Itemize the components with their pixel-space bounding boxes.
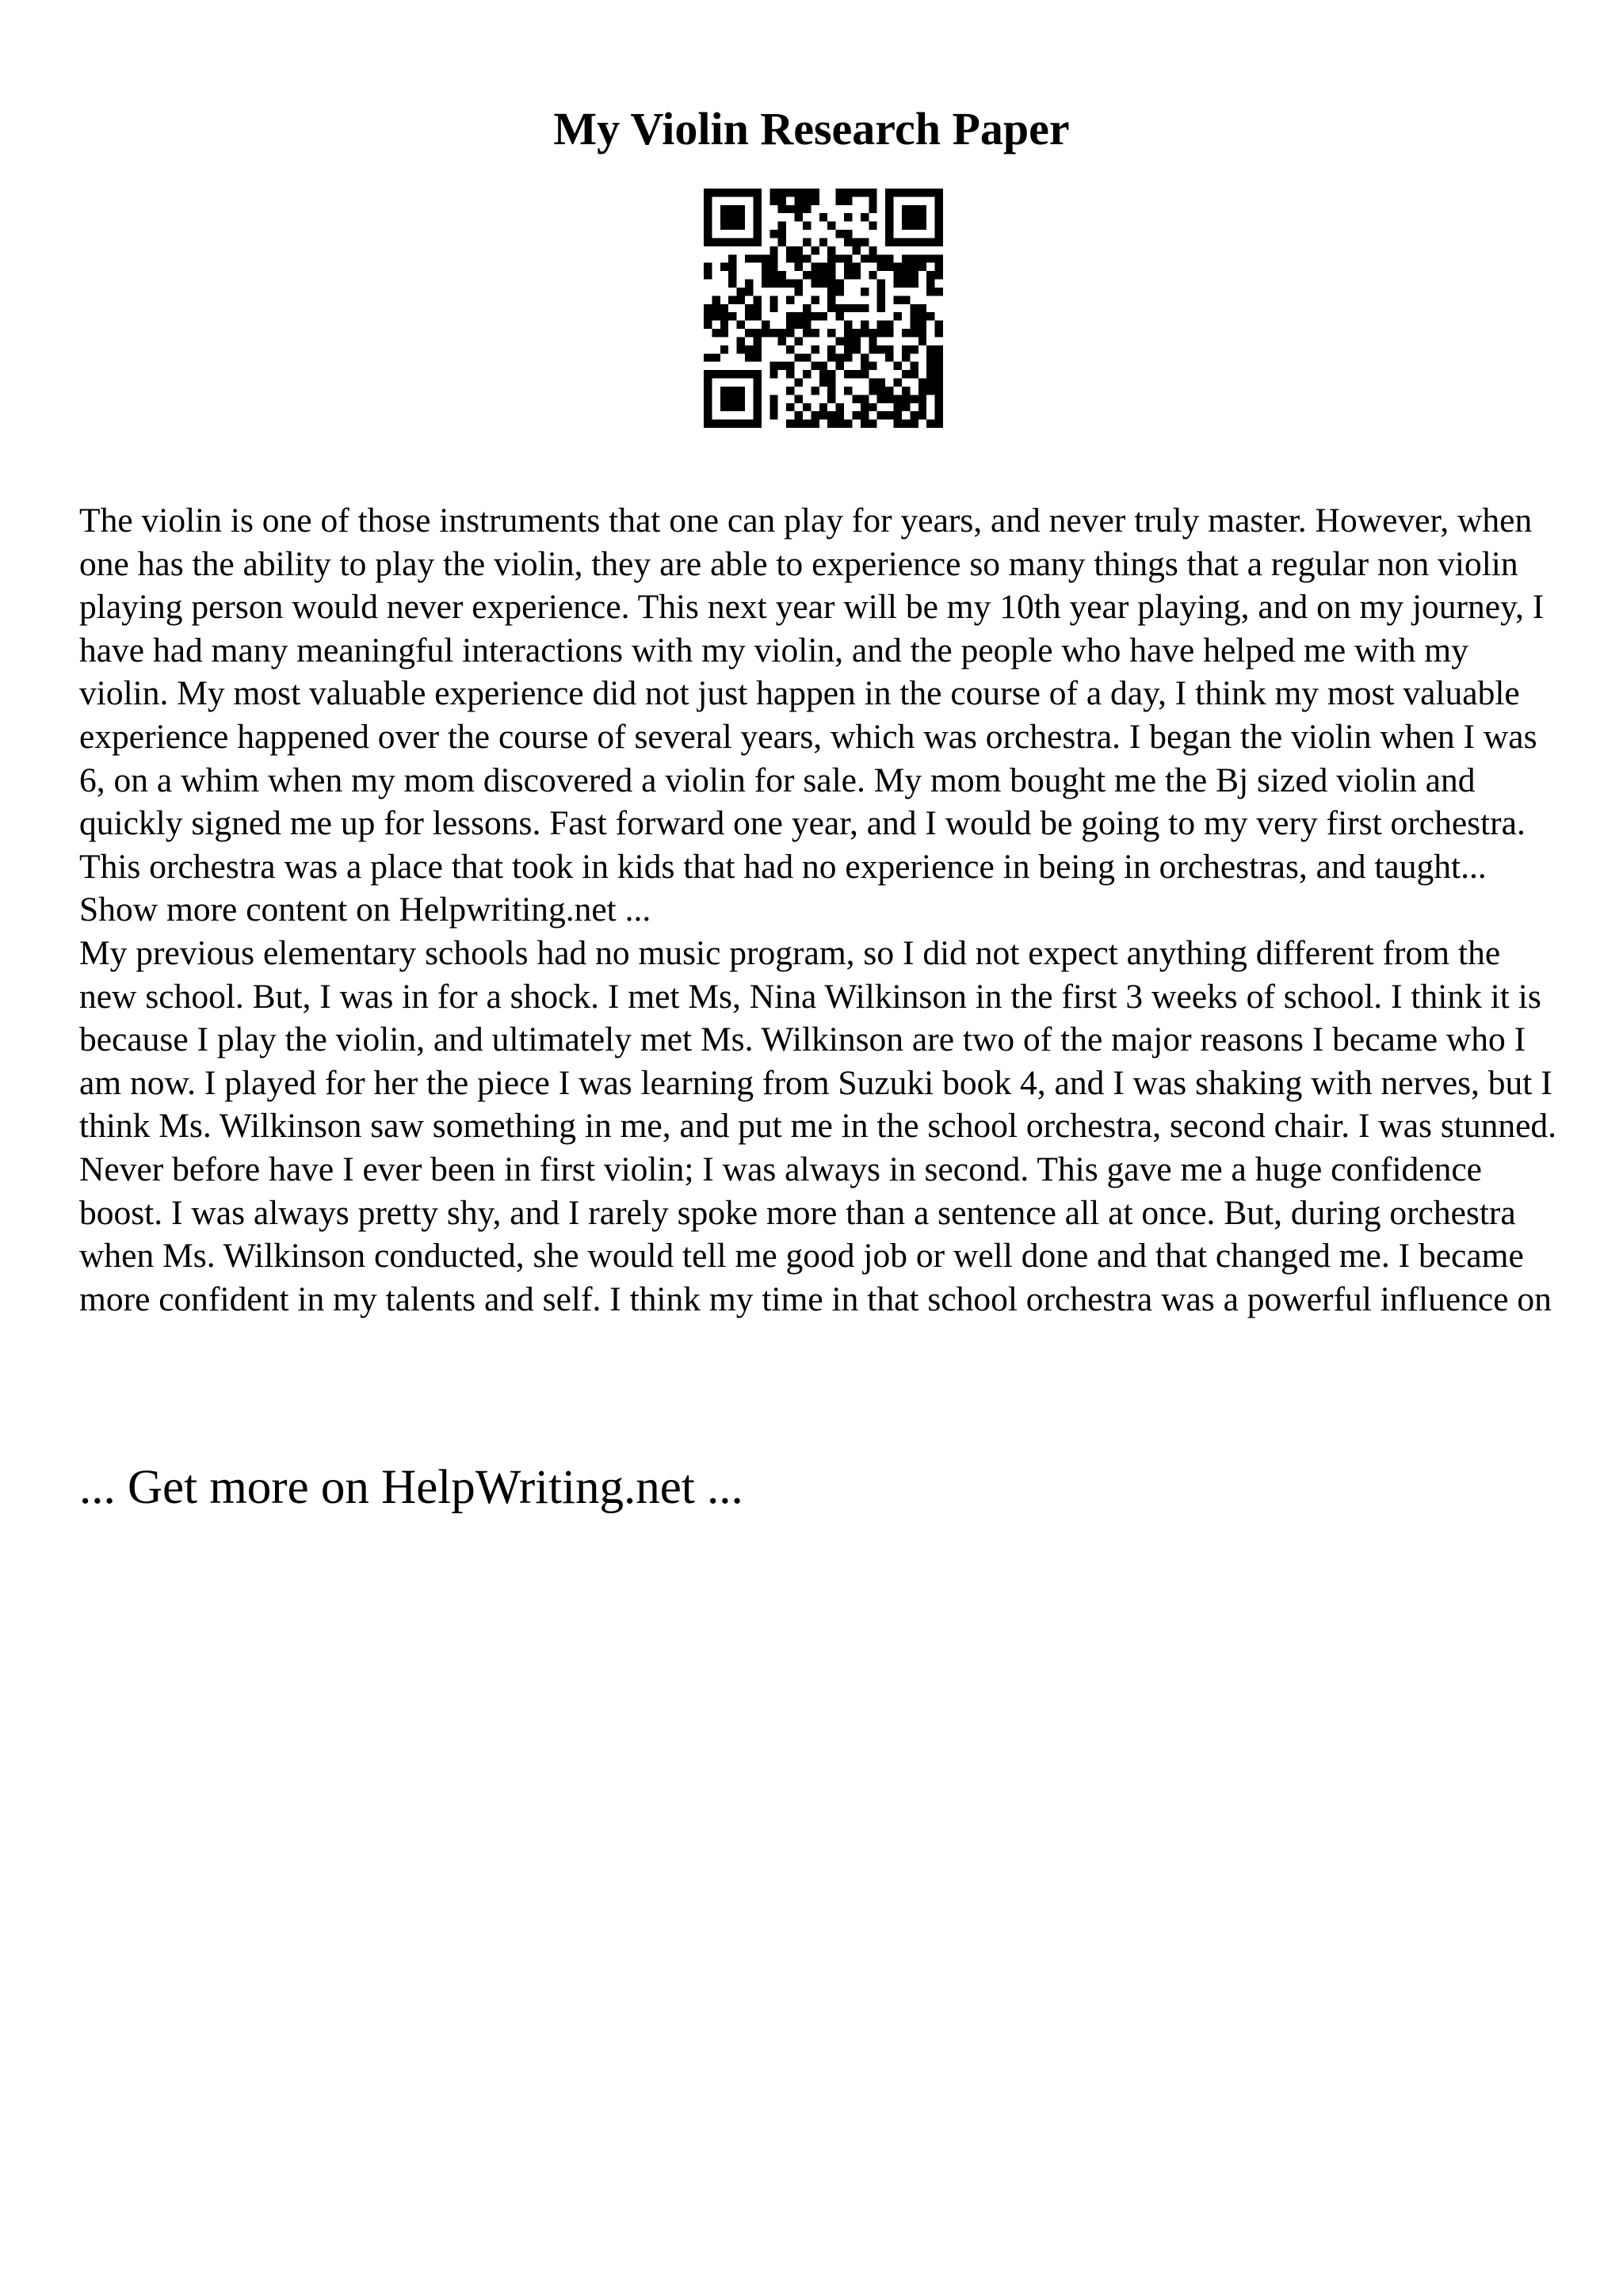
page-title: My Violin Research Paper xyxy=(553,103,1070,154)
get-more-link[interactable]: ... Get more on HelpWriting.net ... xyxy=(79,1461,743,1514)
paragraph-2: My previous elementary schools had no music program, so I did not expect anything different from the new school. But, I was in for a shock. I met Ms, Nina Wilkinson in the first 3 weeks of school. I think it is because I play the violin, and ultimately met Ms. Wilkinson are two of the major reasons I became who I am now. I played for her the piece I was learning from Suzuki book 4, and I was shaking with nerves, but I think Ms. Wilkinson saw something in me, and put me in the school orchestra, second chair. I was stunned. Never before have I ever been in first violin; I was always in second. This gave me a huge confidence boost. I was always pretty shy, and I rarely spoke more than a sentence all at once. But, during orchestra when Ms. Wilkinson conducted, she would tell me good job or well done and that changed me. I became more confident in my talents and self. I think my time in that school orchestra was a powerful influence on xyxy=(79,933,1557,1318)
document-body xyxy=(79,499,1561,1321)
qr-code-icon xyxy=(704,189,943,428)
paragraph-1: The violin is one of those instruments that one can play for years, and never truly master. However, when one has the ability to play the violin, they are able to experience so many things that a regular non violin playing person would never experience. This next year will be my 10th year playing, and on my journey, I have had many meaningful interactions with my violin, and the people who have helped me with my violin. My most valuable experience did not just happen in the course of a day, I think my most valuable experience happened over the course of several years, which was orchestra. I began the violin when I was 6, on a whim when my mom discovered a violin for sale. My mom bought me the Bj sized violin and quickly signed me up for lessons. Fast forward one year, and I would be going to my very first orchestra. This orchestra was a place that took in kids that had no experience in being in orchestras, and taught... Show more content on Helpwriting.net ... xyxy=(79,502,1545,929)
